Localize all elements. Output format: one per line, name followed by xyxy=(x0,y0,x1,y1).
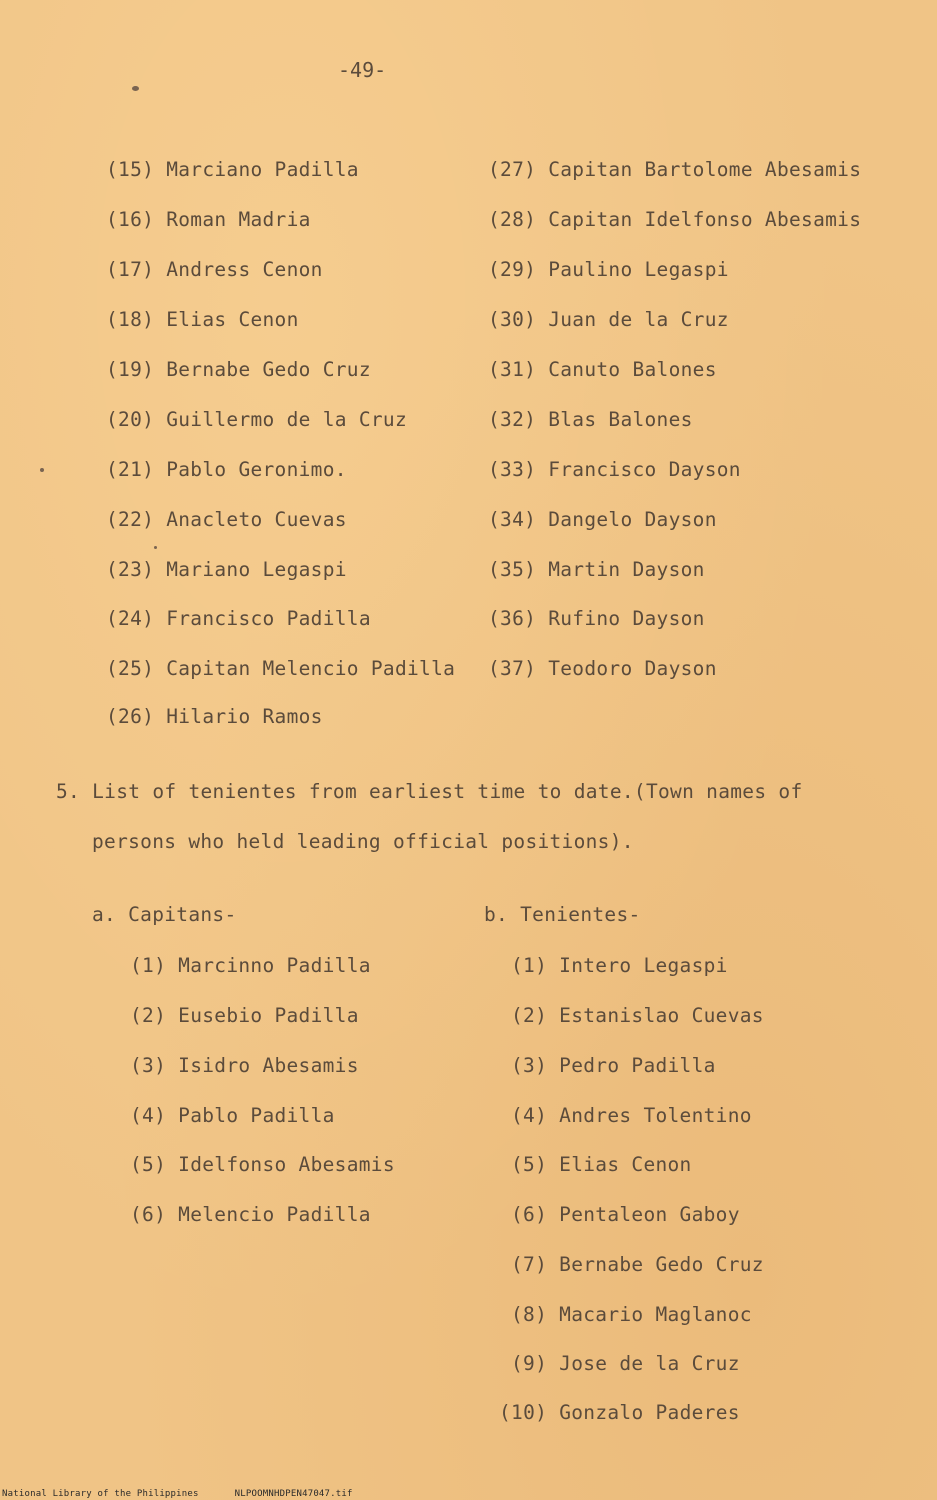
list-item: (9) Jose de la Cruz xyxy=(511,1352,740,1375)
list-item: (19) Bernabe Gedo Cruz xyxy=(106,358,371,381)
ink-speck xyxy=(132,86,139,91)
section-5-heading: 5. List of tenientes from earliest time to date.(Town names of xyxy=(56,780,803,803)
list-item: (33) Francisco Dayson xyxy=(488,458,741,481)
list-item: (10) Gonzalo Paderes xyxy=(499,1401,740,1424)
footer-source: National Library of the Philippines xyxy=(2,1489,199,1499)
list-item: (7) Bernabe Gedo Cruz xyxy=(511,1253,764,1276)
page-number: -49- xyxy=(338,58,387,82)
list-item: (3) Pedro Padilla xyxy=(511,1054,716,1077)
list-item: (3) Isidro Abesamis xyxy=(130,1054,359,1077)
list-item: (2) Estanislao Cuevas xyxy=(511,1004,764,1027)
list-item: (5) Elias Cenon xyxy=(511,1153,692,1176)
scan-footer xyxy=(2,1489,389,1499)
section-5-subheading: persons who held leading official positions). xyxy=(92,830,634,853)
list-item: (1) Intero Legaspi xyxy=(511,954,728,977)
list-item: (2) Eusebio Padilla xyxy=(130,1004,359,1027)
ink-speck xyxy=(40,468,44,472)
list-item: (24) Francisco Padilla xyxy=(106,607,371,630)
list-item: (30) Juan de la Cruz xyxy=(488,308,729,331)
list-item: (16) Roman Madria xyxy=(106,208,311,231)
capitans-heading: a. Capitans- xyxy=(92,903,237,926)
list-item: (1) Marcinno Padilla xyxy=(130,954,371,977)
list-item: (18) Elias Cenon xyxy=(106,308,299,331)
list-item: (15) Marciano Padilla xyxy=(106,158,359,181)
footer-filename: NLPOOMNHDPEN47047.tif xyxy=(234,1489,353,1499)
list-item: (25) Capitan Melencio Padilla xyxy=(106,657,456,680)
list-item: (31) Canuto Balones xyxy=(488,358,717,381)
list-item: (4) Pablo Padilla xyxy=(130,1104,335,1127)
list-item: (4) Andres Tolentino xyxy=(511,1104,752,1127)
list-item: (6) Melencio Padilla xyxy=(130,1203,371,1226)
list-item: (36) Rufino Dayson xyxy=(488,607,705,630)
list-item: (22) Anacleto Cuevas xyxy=(106,508,347,531)
list-item: (37) Teodoro Dayson xyxy=(488,657,717,680)
list-item: (23) Mariano Legaspi xyxy=(106,558,347,581)
list-item: (21) Pablo Geronimo. xyxy=(106,458,347,481)
list-item: (35) Martin Dayson xyxy=(488,558,705,581)
ink-speck xyxy=(154,546,157,549)
list-item: (8) Macario Maglanoc xyxy=(511,1303,752,1326)
list-item: (32) Blas Balones xyxy=(488,408,693,431)
list-item: (29) Paulino Legaspi xyxy=(488,258,729,281)
list-item: (34) Dangelo Dayson xyxy=(488,508,717,531)
list-item: (17) Andress Cenon xyxy=(106,258,323,281)
list-item: (27) Capitan Bartolome Abesamis xyxy=(488,158,862,181)
list-item: (26) Hilario Ramos xyxy=(106,705,323,728)
tenientes-heading: b. Tenientes- xyxy=(484,903,641,926)
list-item: (6) Pentaleon Gaboy xyxy=(511,1203,740,1226)
list-item: (28) Capitan Idelfonso Abesamis xyxy=(488,208,862,231)
list-item: (5) Idelfonso Abesamis xyxy=(130,1153,395,1176)
list-item: (20) Guillermo de la Cruz xyxy=(106,408,407,431)
